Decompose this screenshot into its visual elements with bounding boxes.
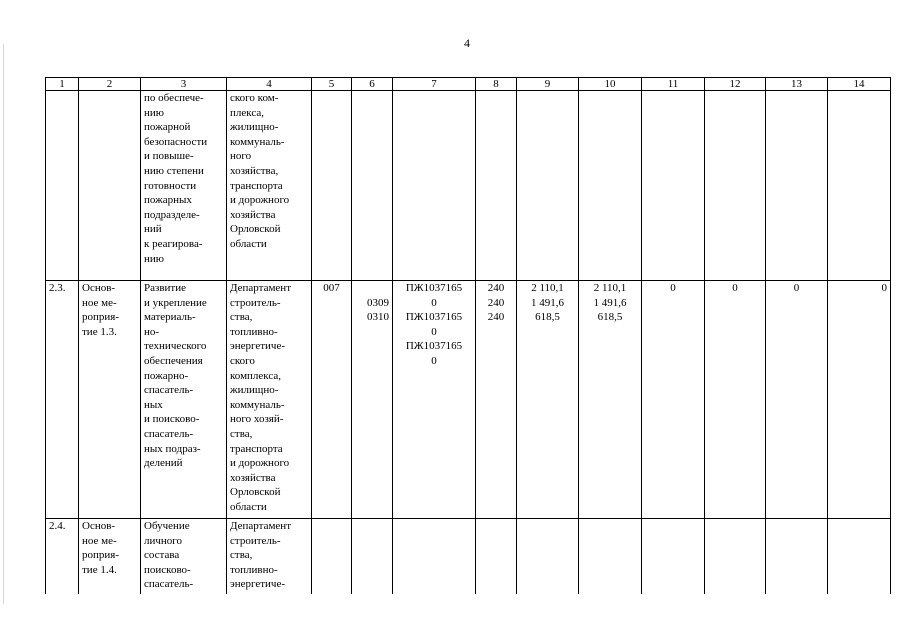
cell-executor: Департамент строитель- ства, топливно- энергетиче- ского комплекса, жилищно- коммуналь- ного хозяй- ства, транспорта и дорожного хозяйства Орловской области bbox=[227, 281, 312, 519]
column-header: 10 bbox=[579, 78, 642, 91]
table-row bbox=[46, 281, 891, 519]
cell-number: 2.4. bbox=[46, 519, 79, 594]
cell-section bbox=[352, 91, 393, 281]
column-header: 13 bbox=[766, 78, 828, 91]
cell-col9 bbox=[517, 91, 579, 281]
cell-description: по обеспече- нию пожарной безопасности и повыше- нию степени готовности пожарных подразделе- ний к реагирова- нию bbox=[141, 91, 227, 281]
column-header: 12 bbox=[705, 78, 766, 91]
cell-col14: 0 bbox=[828, 281, 891, 519]
column-header: 2 bbox=[79, 78, 141, 91]
cell-description: Обучение личного состава поисково- спасатель- bbox=[141, 519, 227, 594]
cell-col9: 2 110,1 1 491,6 618,5 bbox=[517, 281, 579, 519]
cell-col11 bbox=[642, 519, 705, 594]
column-header: 5 bbox=[312, 78, 352, 91]
cell-expense-type bbox=[476, 91, 517, 281]
column-header: 8 bbox=[476, 78, 517, 91]
cell-col11 bbox=[642, 91, 705, 281]
cell-col13 bbox=[766, 91, 828, 281]
cell-executor: Департамент строитель- ства, топливно- энергетиче- bbox=[227, 519, 312, 594]
column-header: 1 bbox=[46, 78, 79, 91]
cell-col10 bbox=[579, 91, 642, 281]
column-header: 14 bbox=[828, 78, 891, 91]
cell-section bbox=[352, 519, 393, 594]
cell-col13: 0 bbox=[766, 281, 828, 519]
cell-col10: 2 110,1 1 491,6 618,5 bbox=[579, 281, 642, 519]
cell-target-article bbox=[393, 91, 476, 281]
cell-col12 bbox=[705, 91, 766, 281]
scan-edge-line bbox=[3, 44, 4, 604]
cell-col9 bbox=[517, 519, 579, 594]
cell-col12: 0 bbox=[705, 281, 766, 519]
cell-expense-type bbox=[476, 519, 517, 594]
cell-event bbox=[79, 91, 141, 281]
cell-expense-type: 240 240 240 bbox=[476, 281, 517, 519]
cell-event: Основ- ное ме- роприя- тие 1.3. bbox=[79, 281, 141, 519]
cell-col12 bbox=[705, 519, 766, 594]
page-number: 4 bbox=[464, 36, 470, 50]
cell-target-article bbox=[393, 519, 476, 594]
column-header: 11 bbox=[642, 78, 705, 91]
column-header: 3 bbox=[141, 78, 227, 91]
column-header: 4 bbox=[227, 78, 312, 91]
cell-target-article: ПЖ1037165 0 ПЖ1037165 0 ПЖ1037165 0 bbox=[393, 281, 476, 519]
cell-col13 bbox=[766, 519, 828, 594]
cell-col11: 0 bbox=[642, 281, 705, 519]
cell-number bbox=[46, 91, 79, 281]
cell-section: 0309 0310 bbox=[352, 281, 393, 519]
cell-col14 bbox=[828, 519, 891, 594]
cell-col14 bbox=[828, 91, 891, 281]
budget-table bbox=[45, 77, 891, 594]
cell-description: Развитие и укрепление материаль- но- технического обеспечения пожарно- спасатель- ных и поисково- спасатель- ных подраз- делений bbox=[141, 281, 227, 519]
table-row bbox=[46, 519, 891, 594]
cell-col10 bbox=[579, 519, 642, 594]
cell-event: Основ- ное ме- роприя- тие 1.4. bbox=[79, 519, 141, 594]
column-header: 7 bbox=[393, 78, 476, 91]
column-header: 6 bbox=[352, 78, 393, 91]
cell-number: 2.3. bbox=[46, 281, 79, 519]
cell-grbs: 007 bbox=[312, 281, 352, 519]
table-row bbox=[46, 91, 891, 281]
cell-grbs bbox=[312, 519, 352, 594]
column-header: 9 bbox=[517, 78, 579, 91]
table-header-row bbox=[46, 78, 891, 91]
cell-executor: ского ком- плекса, жилищно- коммуналь- ного хозяйства, транспорта и дорожного хозяйства Орловской области bbox=[227, 91, 312, 281]
cell-grbs bbox=[312, 91, 352, 281]
